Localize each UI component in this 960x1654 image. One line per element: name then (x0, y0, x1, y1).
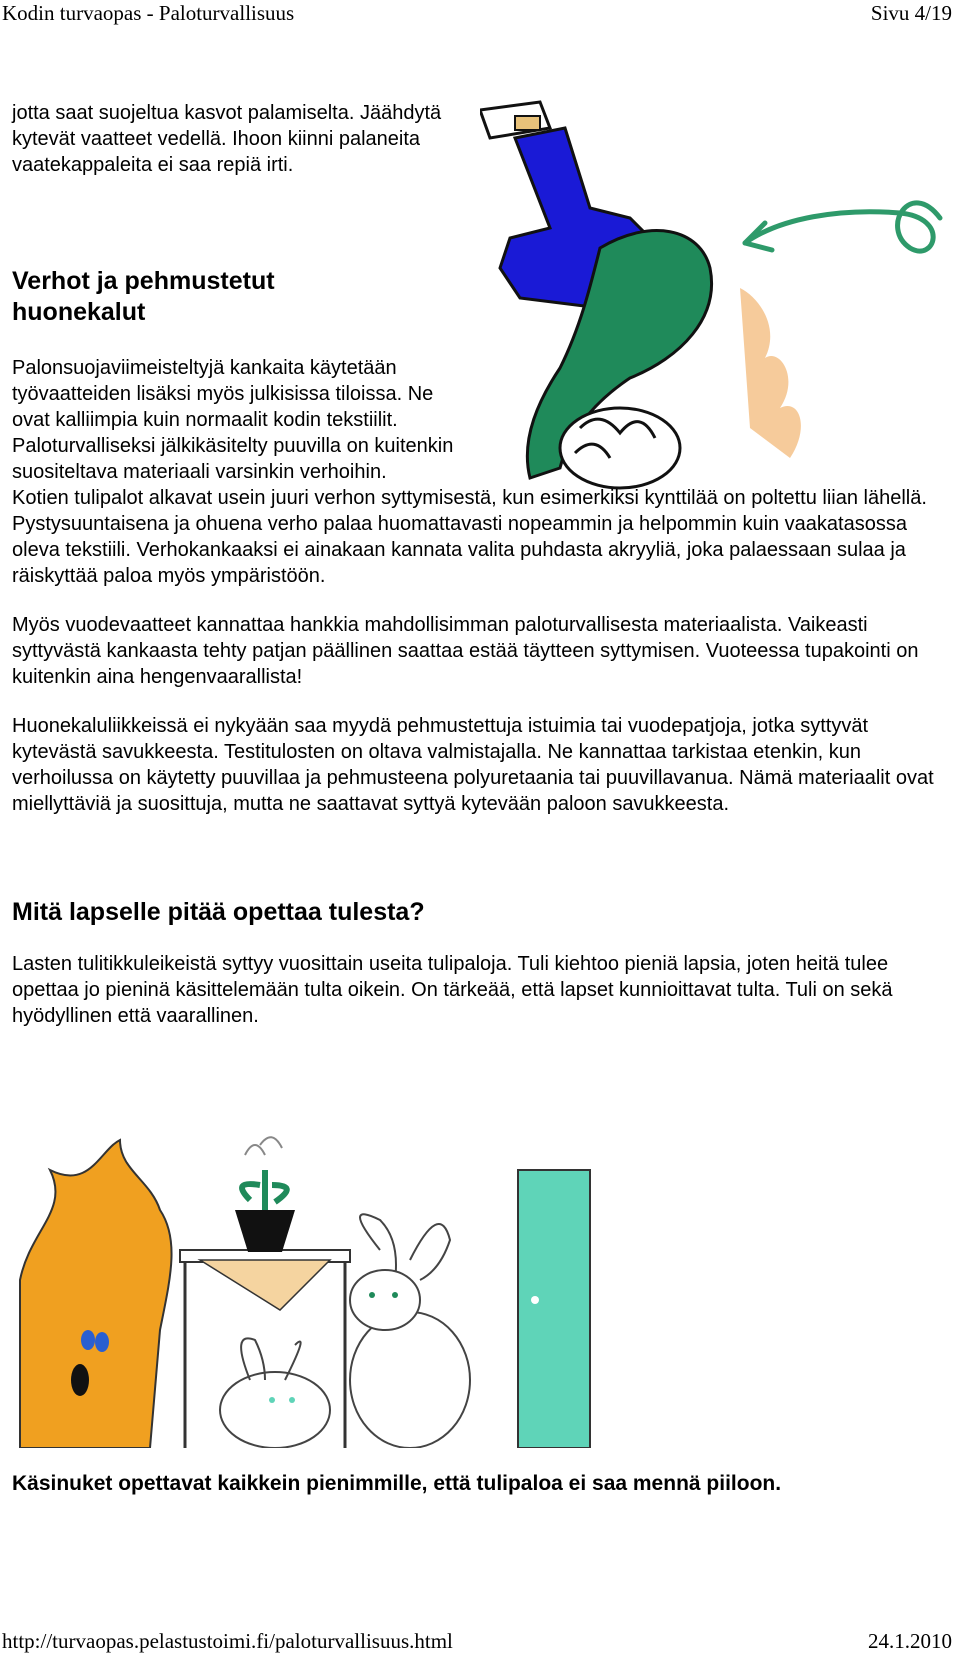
paragraph-children-fire: Lasten tulitikkuleikeistä syttyy vuosittain useita tulipaloja. Tuli kiehtoo pieniä lapsia, joten heitä tulee opettaa jo pieninä käsittelemään tulta oikein. On tärkeää, että lapset kunnioittavat tulta. Tuli on sekä hyödyllinen että vaarallinen. (12, 953, 893, 1027)
section-heading-curtains: Verhot ja pehmustetut huonekalut (12, 267, 275, 326)
document-title: Kodin turvaopas - Paloturvallisuus (2, 1, 295, 25)
paragraph-fireproof-fabrics: Palonsuojaviimeisteltyjä kankaita käytetään työvaatteiden lisäksi myös julkisissa tiloissa. Ne ovat kalliimpia kuin normaalit kodin tekstiilit. Paloturvalliseksi jälkikäsitelty puuvilla on kuitenkin suositeltava materiaali varsinkin verhoihin. (12, 357, 454, 483)
main-content (12, 100, 942, 1029)
page-footer (0, 1628, 960, 1654)
paragraph-curtain-fires: Kotien tulipalot alkavat usein juuri verhon syttymisestä, kun esimerkiksi kynttilää on poltettu liian lähellä. Pystysuuntaisena ja ohuena verho palaa huomattavasti nopeammin ja helpommin kuin vaakatasossa oleva tekstiili. Verhokankaaksi ei ainakaan kannata valita puhdasta akryyliä, joka palaessaan sulaa ja räiskyttää paloa myös ympäristöön. (12, 487, 927, 587)
print-date: 24.1.2010 (868, 1629, 952, 1653)
section-heading-children: Mitä lapselle pitää opettaa tulesta? (12, 898, 425, 926)
source-url: http://turvaopas.pelastustoimi.fi/paloturvallisuus.html (2, 1629, 453, 1653)
paragraph-furniture: Huonekaluliikkeissä ei nykyään saa myydä pehmustettuja istuimia tai vuodepatjoja, jotka syttyvät kytevästä savukkeesta. Testitulosten on oltava valmistajalla. Ne kannattaa tarkistaa etenkin, kun verhoilussa on käytetty puuvillaa ja pehmusteena polyuretaania tai puuvillavanua. Nämä materiaalit ovat miellyttäviä ja suosittuja, mutta ne saattavat syttyä kytevään paloon savukkeesta. (12, 715, 934, 815)
page-header (0, 0, 960, 26)
intro-paragraph: jotta saat suojeltua kasvot palamiselta. Jäähdytä kytevät vaatteet vedellä. Ihoon kiinni palaneita vaatekappaleita ei saa repiä irti. (12, 102, 442, 176)
page-number: Sivu 4/19 (870, 1, 952, 25)
paragraph-bedding: Myös vuodevaatteet kannattaa hankkia mahdollisimman paloturvallisesta materiaalista. Vaikeasti syttyvästä kankaasta tehty patjan päällinen saattaa estää täytteen syttymisen. Vuoteessa tupakointi on kuitenkin aina hengenvaarallista! (12, 614, 919, 688)
figure-caption: Käsinuket opettavat kaikkein pienimmille, että tulipaloa ei saa mennä piiloon. (12, 1472, 782, 1495)
glove-puppets-illustration (10, 1130, 592, 1448)
